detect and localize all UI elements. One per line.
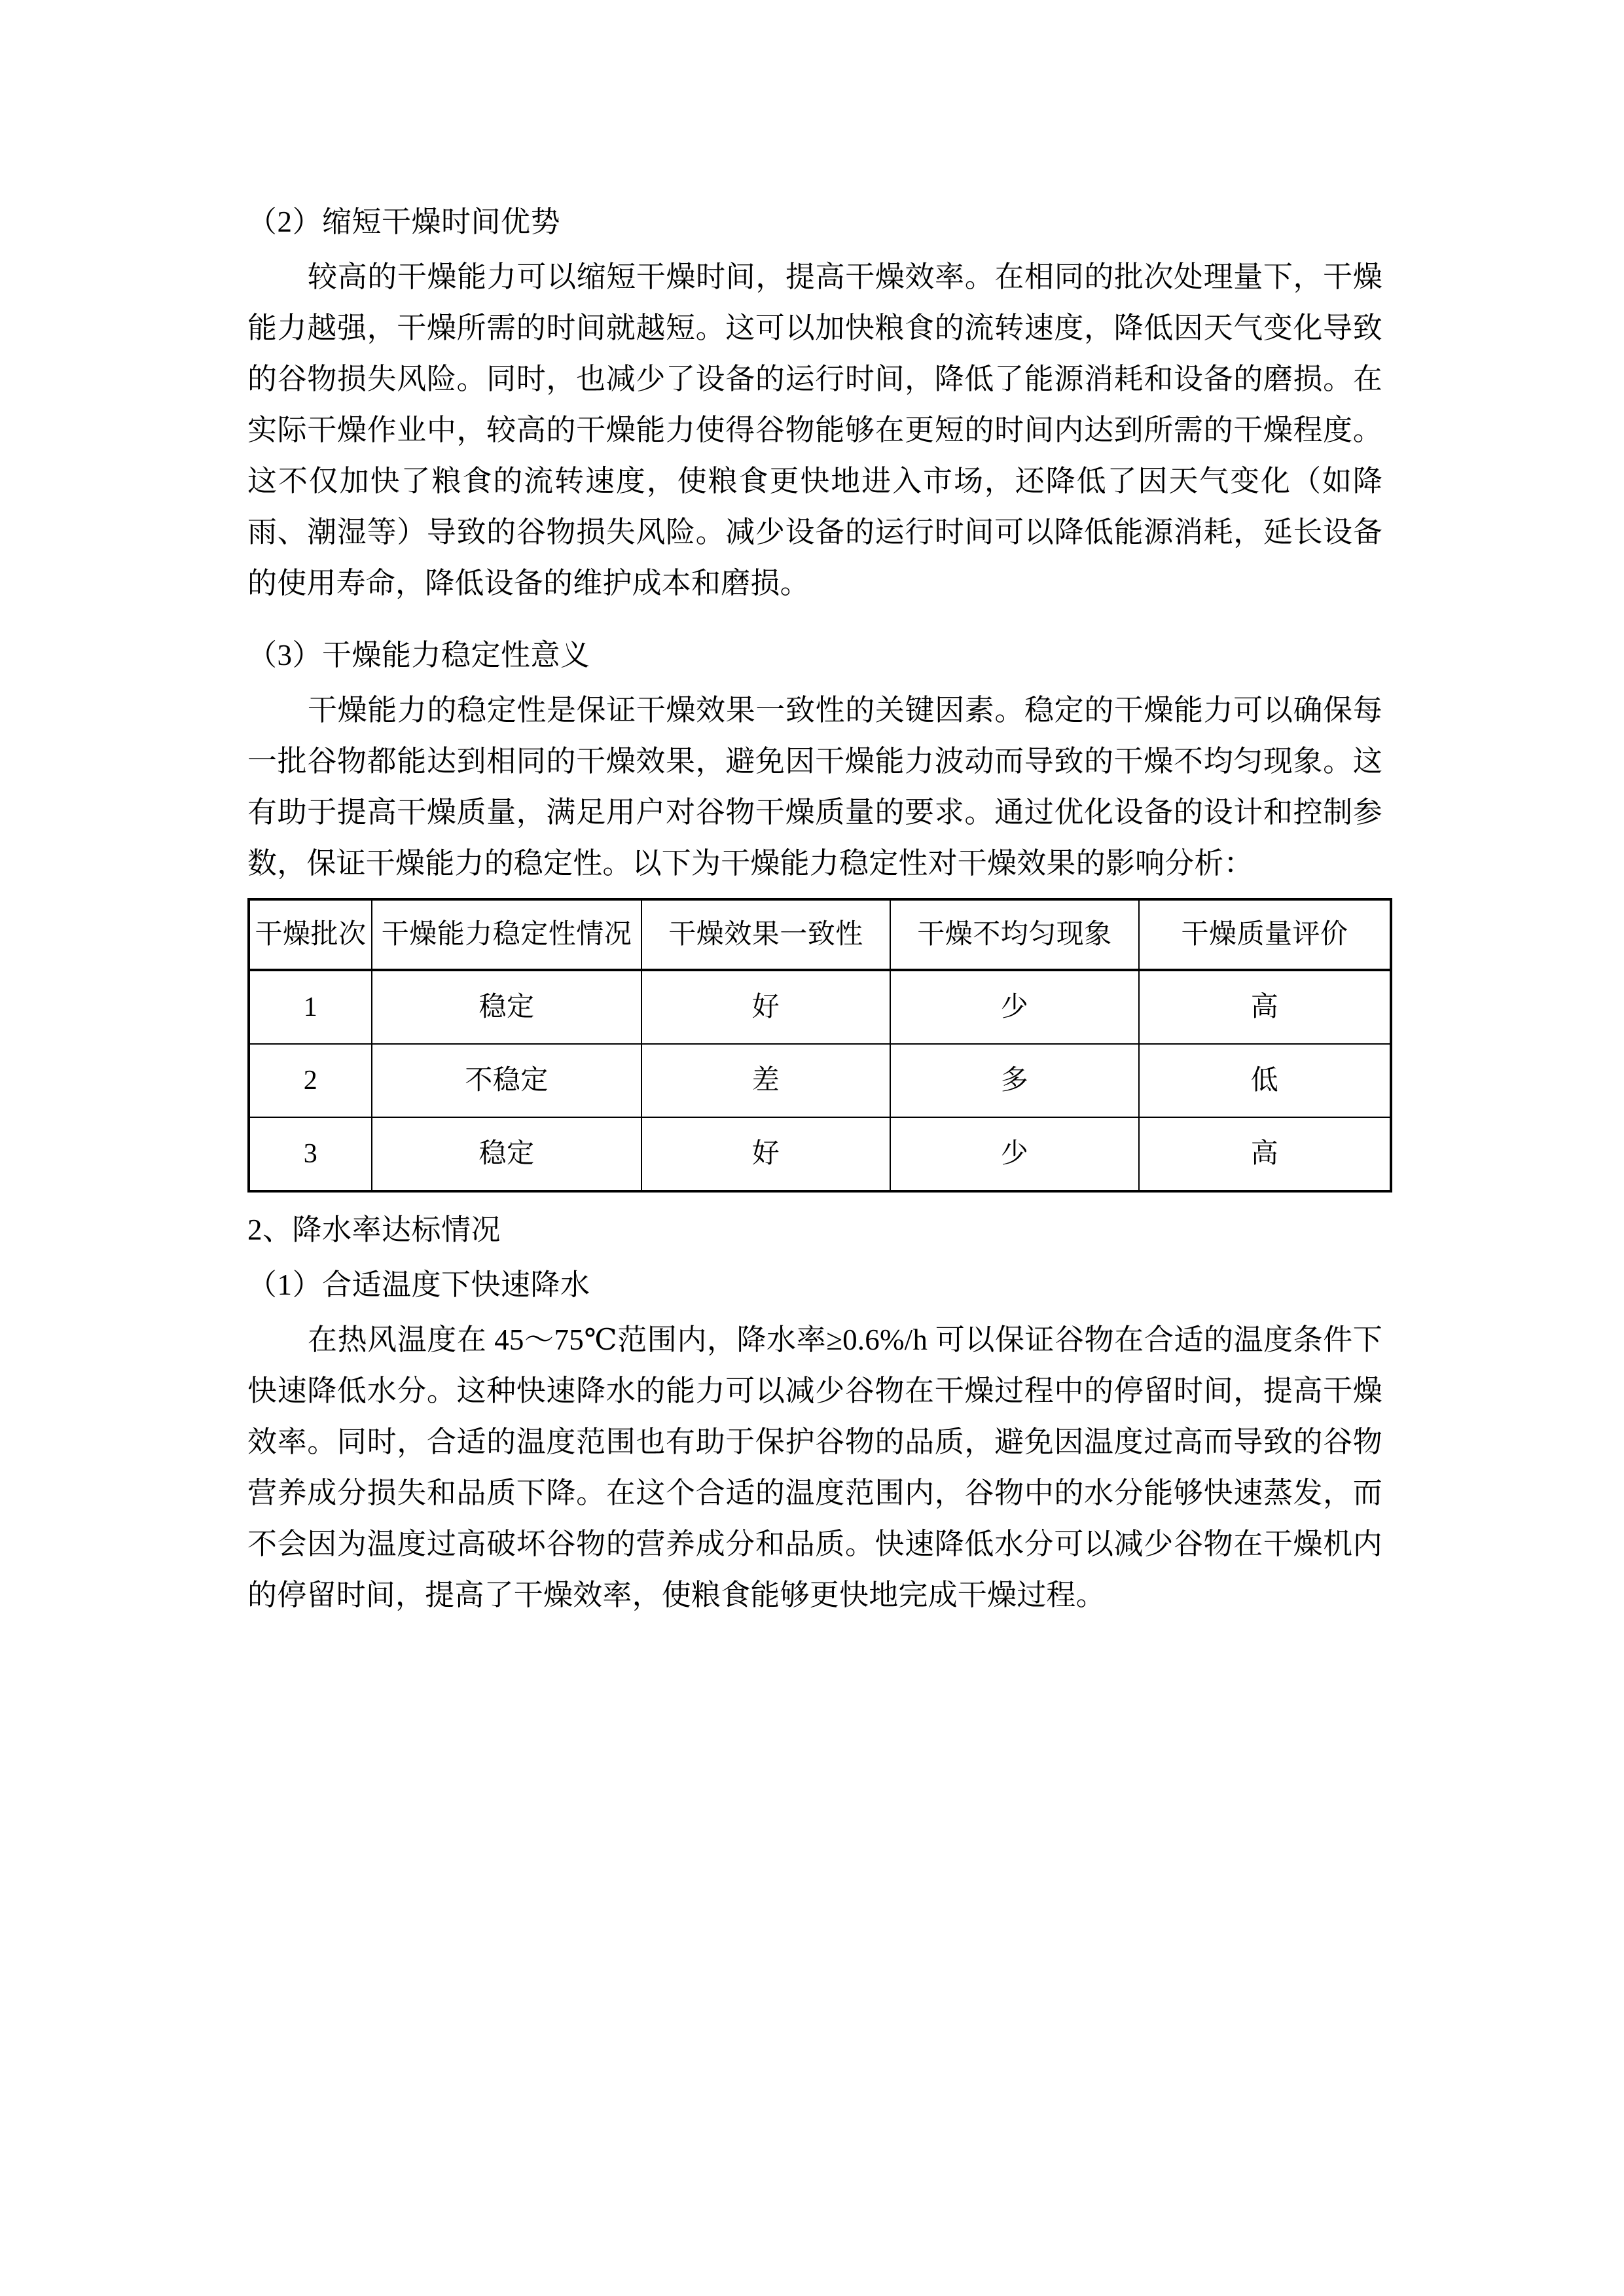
table-cell-quality: 高 [1139,970,1391,1044]
table-cell-stability: 不稳定 [372,1044,641,1117]
table-cell-batch: 2 [249,1044,372,1117]
table-cell-consistency: 差 [641,1044,890,1117]
heading-item-2: 2、降水率达标情况 [247,1213,501,1246]
paragraph-section-2-1-body: 在热风温度在 45～75℃范围内，降水率≥0.6%/h 可以保证谷物在合适的温度条件下快速降低水分。这种快速降水的能力可以减少谷物在干燥过程中的停留时间，提高干燥效率。同时，合适的温度范围也有助于保护谷物的品质，避免因温度过高而导致的谷物营养成分损失和品质下降。在这个合适的温度范围内，谷物中的水分能够快速蒸发，而不会因为温度过高破坏谷物的营养成分和品质。快速降低水分可以减少谷物在干燥机内的停留时间，提高了干燥效率，使粮食能够更快地完成干燥过程。 [247,1323,1382,1611]
heading-section-2-1: （1）合适温度下快速降水 [247,1268,590,1301]
paragraph-section-2-body: 较高的干燥能力可以缩短干燥时间，提高干燥效率。在相同的批次处理量下，干燥能力越强，干燥所需的时间就越短。这可以加快粮食的流转速度，降低因天气变化导致的谷物损失风险。同时，也减少了设备的运行时间，降低了能源消耗和设备的磨损。在实际干燥作业中，较高的干燥能力使得谷物能够在更短的时间内达到所需的干燥程度。这不仅加快了粮食的流转速度，使粮食更快地进入市场，还降低了因天气变化（如降雨、潮湿等）导致的谷物损失风险。减少设备的运行时间可以降低能源消耗，延长设备的使用寿命，降低设备的维护成本和磨损。 [247,260,1382,600]
table-header-row [249,899,1391,970]
table-cell-consistency: 好 [641,1117,890,1191]
table-header-cell: 干燥不均匀现象 [890,899,1139,970]
paragraph-section-3-body: 干燥能力的稳定性是保证干燥效果一致性的关键因素。稳定的干燥能力可以确保每一批谷物都能达到相同的干燥效果，避免因干燥能力波动而导致的干燥不均匀现象。这有助于提高干燥质量，满足用户对谷物干燥质量的要求。通过优化设备的设计和控制参数，保证干燥能力的稳定性。以下为干燥能力稳定性对干燥效果的影响分析： [247,694,1382,880]
table-header-cell: 干燥效果一致性 [641,899,890,970]
table-cell-unevenness: 少 [890,1117,1139,1191]
table-cell-unevenness: 多 [890,1044,1139,1117]
table-cell-quality: 高 [1139,1117,1391,1191]
heading-section-2: （2）缩短干燥时间优势 [247,206,561,238]
heading-section-3: （3）干燥能力稳定性意义 [247,639,590,672]
table-cell-consistency: 好 [641,970,890,1044]
page-content [247,196,1382,1624]
table-header-cell: 干燥能力稳定性情况 [372,899,641,970]
drying-stability-table-wrapper [247,898,1382,1193]
table-cell-batch: 1 [249,970,372,1044]
table-row [249,1044,1391,1117]
table-row [249,1117,1391,1191]
table-cell-batch: 3 [249,1117,372,1191]
table-row [249,970,1391,1044]
section-spacer [247,613,1382,630]
table-cell-stability: 稳定 [372,1117,641,1191]
table-cell-unevenness: 少 [890,970,1139,1044]
table-cell-stability: 稳定 [372,970,641,1044]
drying-stability-table [247,898,1392,1193]
table-header-cell: 干燥批次 [249,899,372,970]
table-cell-quality: 低 [1139,1044,1391,1117]
table-header-cell: 干燥质量评价 [1139,899,1391,970]
